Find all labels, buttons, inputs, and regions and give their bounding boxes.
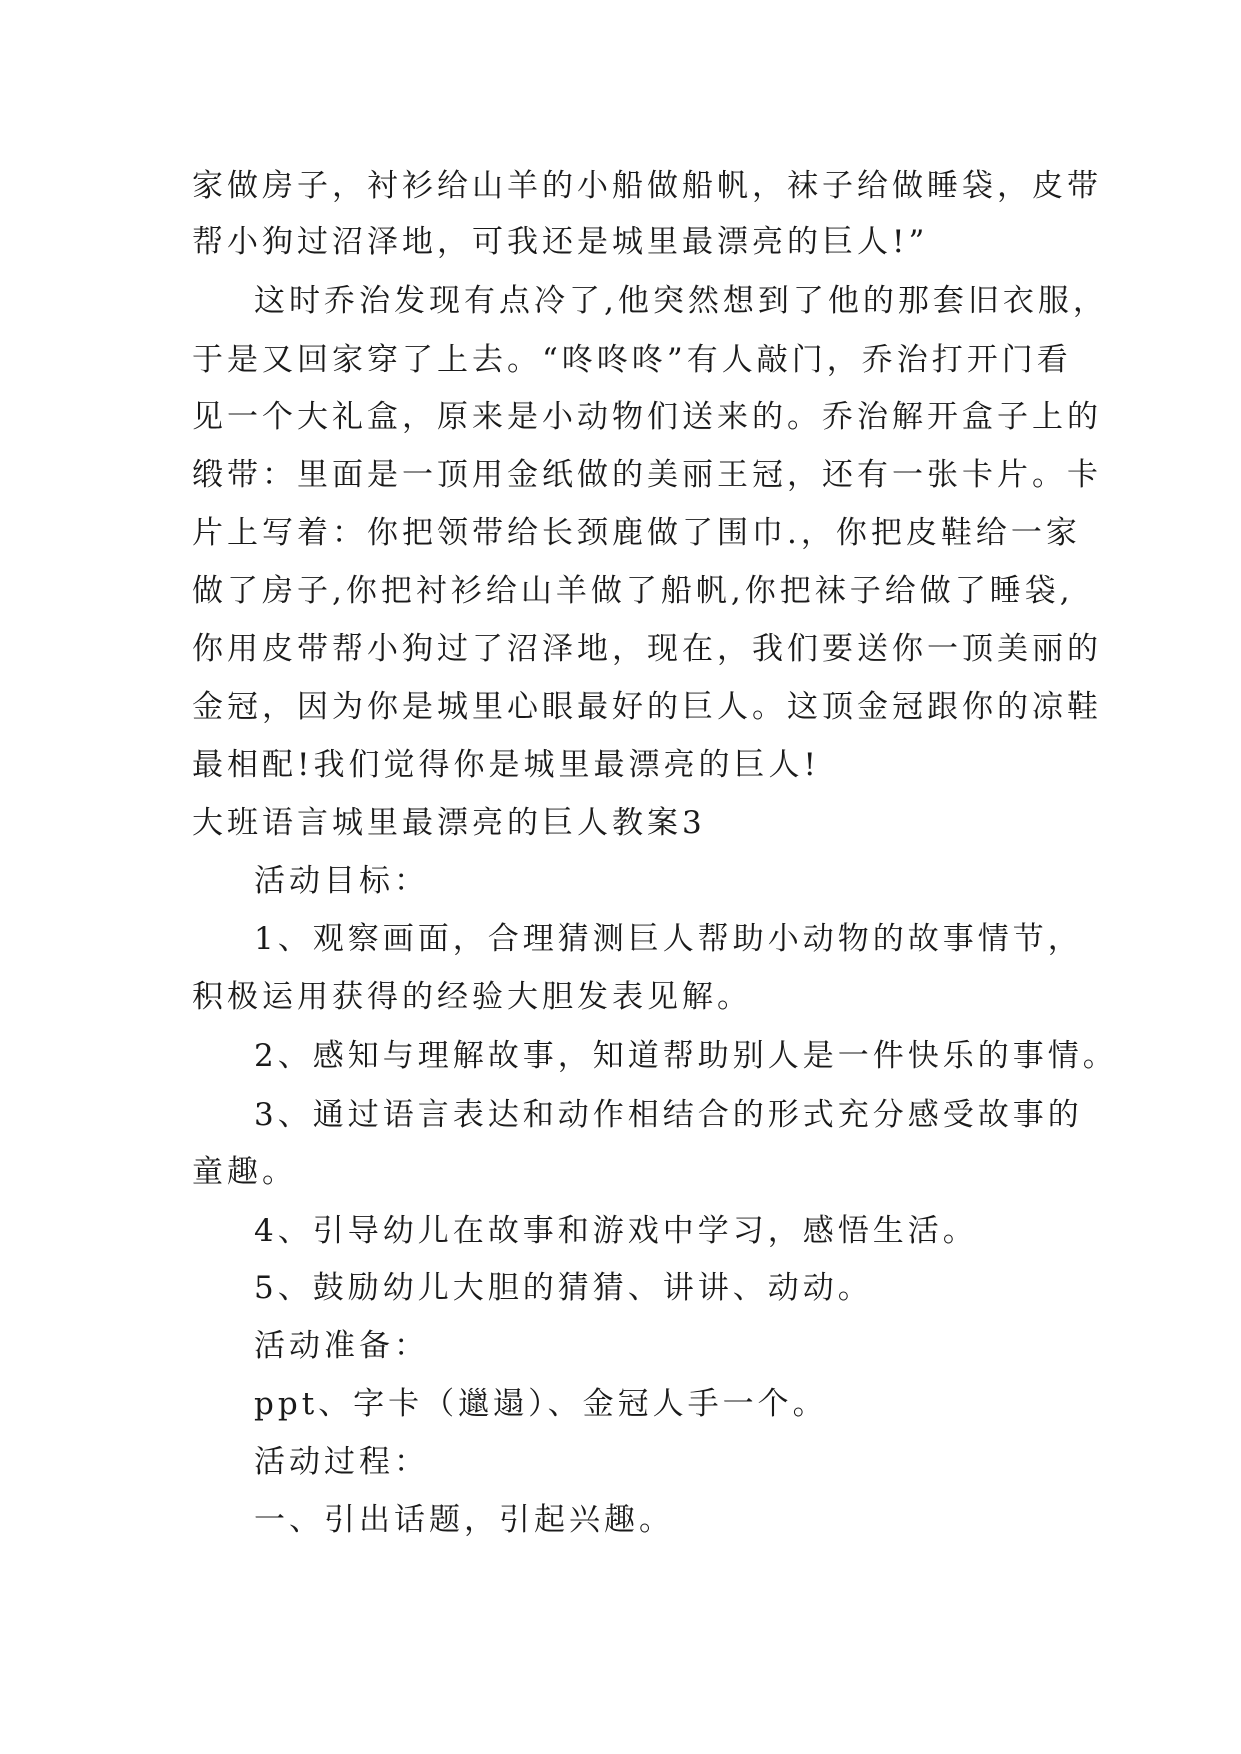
body-text-line: 帮小狗过沼泽地，可我还是城里最漂亮的巨人!”: [192, 224, 929, 260]
body-text-line: 做了房子,你把衬衫给山羊做了船帆,你把袜子给做了睡袋,: [192, 573, 1074, 609]
list-item: 1、观察画面，合理猜测巨人帮助小动物的故事情节，: [254, 921, 1083, 957]
subheading-process: 活动过程：: [254, 1444, 429, 1480]
list-item: 5、鼓励幼儿大胆的猜猜、讲讲、动动。: [254, 1270, 873, 1306]
body-text-line: 一、引出话题，引起兴趣。: [254, 1502, 674, 1538]
body-text-line: 最相配!我们觉得你是城里最漂亮的巨人!: [192, 747, 820, 783]
body-text-line: 这时乔治发现有点冷了,他突然想到了他的那套旧衣服，: [254, 283, 1108, 319]
subheading-goals: 活动目标：: [254, 863, 429, 899]
subheading-preparation: 活动准备：: [254, 1328, 429, 1364]
section-heading: 大班语言城里最漂亮的巨人教案3: [192, 805, 706, 841]
list-item: 3、通过语言表达和动作相结合的形式充分感受故事的: [254, 1097, 1083, 1133]
body-text-line: 家做房子，衬衫给山羊的小船做船帆，袜子给做睡袋，皮带: [192, 168, 1102, 204]
list-item: 2、感知与理解故事，知道帮助别人是一件快乐的事情。: [254, 1038, 1118, 1074]
body-text-line: 片上写着：你把领带给长颈鹿做了围巾.，你把皮鞋给一家: [192, 515, 1081, 551]
body-text-line: 缎带：里面是一顶用金纸做的美丽王冠，还有一张卡片。卡: [192, 457, 1102, 493]
body-text-line: 于是又回家穿了上去。“咚咚咚”有人敲门，乔治打开门看: [192, 342, 1072, 378]
list-item-continuation: 童趣。: [192, 1154, 297, 1190]
list-item-continuation: 积极运用获得的经验大胆发表见解。: [192, 979, 752, 1015]
body-text-line: 见一个大礼盒，原来是小动物们送来的。乔治解开盒子上的: [192, 399, 1102, 435]
list-item: 4、引导幼儿在故事和游戏中学习，感悟生活。: [254, 1213, 978, 1249]
body-text-line: ppt、字卡（邋遢）、金冠人手一个。: [254, 1386, 828, 1422]
body-text-line: 金冠，因为你是城里心眼最好的巨人。这顶金冠跟你的凉鞋: [192, 689, 1102, 725]
body-text-line: 你用皮带帮小狗过了沼泽地，现在，我们要送你一顶美丽的: [192, 631, 1102, 667]
